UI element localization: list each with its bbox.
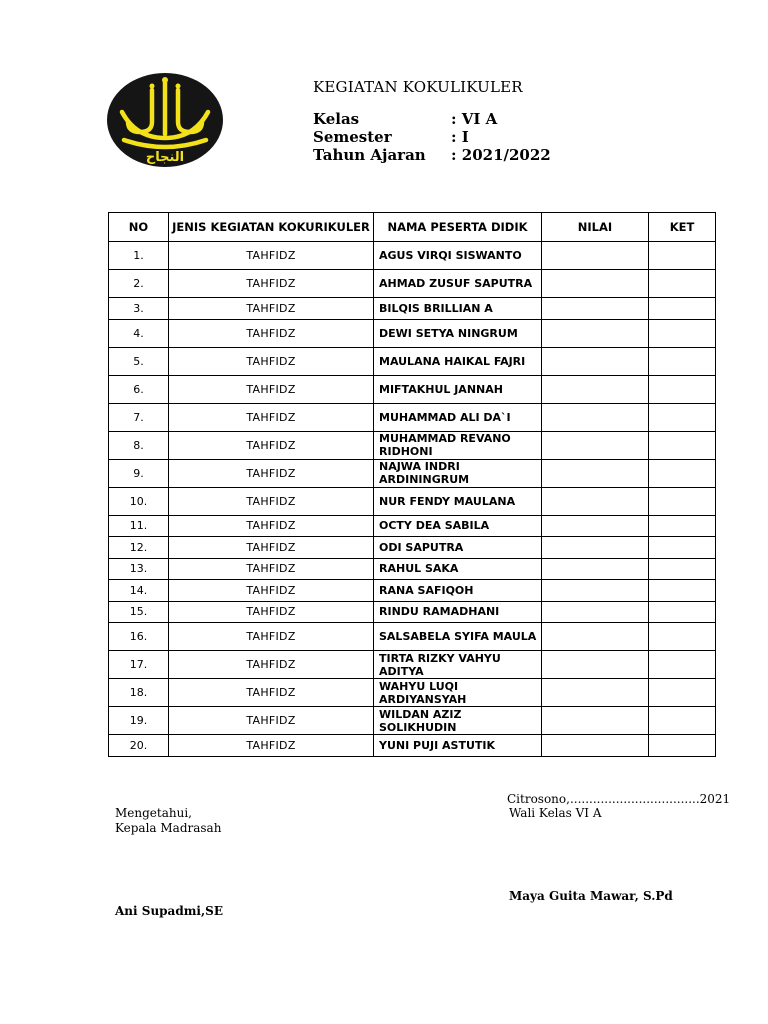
cell-jenis: TAHFIDZ [169,537,374,559]
wali-kelas-title: Wali Kelas VI A [509,806,602,820]
table-row [109,270,716,298]
cell-nama: WAHYU LUQI ARDIYANSYAH [374,679,542,707]
cell-no: 1. [109,242,169,270]
cell-ket [649,487,716,515]
cell-no: 2. [109,270,169,298]
cell-ket [649,298,716,320]
meta-label: Kelas [313,110,360,128]
cell-ket [649,601,716,623]
cell-no: 9. [109,459,169,487]
table-row [109,601,716,623]
cell-nama: NUR FENDY MAULANA [374,487,542,515]
cell-ket [649,431,716,459]
cell-nama: MIFTAKHUL JANNAH [374,375,542,403]
logo-text: النجاح [145,150,185,165]
cell-no: 12. [109,537,169,559]
cell-no: 20. [109,735,169,757]
table-row [109,242,716,270]
cell-jenis: TAHFIDZ [169,319,374,347]
cell-jenis: TAHFIDZ [169,580,374,602]
table-header-row [109,213,716,242]
cell-nilai [542,679,649,707]
cell-ket [649,459,716,487]
column-header-nilai: NILAI [542,213,649,242]
cell-no: 16. [109,623,169,651]
date-line: Citrosono,..................................2021 [507,792,731,806]
cell-jenis: TAHFIDZ [169,601,374,623]
table-row [109,298,716,320]
cell-nilai [542,270,649,298]
meta-row-tahun-ajaran [313,146,551,164]
cell-no: 7. [109,403,169,431]
table-row [109,375,716,403]
cell-ket [649,651,716,679]
kepala-madrasah-name: Ani Supadmi,SE [115,904,223,918]
column-header-nama: NAMA PESERTA DIDIK [374,213,542,242]
table-row [109,319,716,347]
cell-ket [649,375,716,403]
cell-nama: DEWI SETYA NINGRUM [374,319,542,347]
cell-nama: OCTY DEA SABILA [374,515,542,537]
cell-nilai [542,403,649,431]
table-row [109,651,716,679]
document-header [313,78,551,164]
table-row [109,515,716,537]
cell-nilai [542,651,649,679]
cell-nama: YUNI PUJI ASTUTIK [374,735,542,757]
cell-jenis: TAHFIDZ [169,375,374,403]
school-logo-icon [106,72,224,168]
cell-jenis: TAHFIDZ [169,515,374,537]
cell-ket [649,319,716,347]
table-row [109,735,716,757]
cell-nama: RAHUL SAKA [374,558,542,580]
document-title: KEGIATAN KOKULIKULER [313,78,523,96]
cell-nama: MAULANA HAIKAL FAJRI [374,347,542,375]
meta-label: Tahun Ajaran [313,146,426,164]
table-row [109,459,716,487]
cell-nilai [542,537,649,559]
cell-no: 18. [109,679,169,707]
cell-jenis: TAHFIDZ [169,651,374,679]
cell-nama: BILQIS BRILLIAN A [374,298,542,320]
table-row [109,537,716,559]
cell-nilai [542,623,649,651]
cell-nama: AGUS VIRQI SISWANTO [374,242,542,270]
cell-no: 8. [109,431,169,459]
wali-kelas-name: Maya Guita Mawar, S.Pd [509,889,673,903]
table-row [109,679,716,707]
cell-jenis: TAHFIDZ [169,431,374,459]
cell-jenis: TAHFIDZ [169,679,374,707]
cell-no: 19. [109,707,169,735]
meta-row-kelas [313,110,551,128]
table-body [109,242,716,757]
meta-value: : I [451,128,469,146]
meta-row-semester [313,128,551,146]
cell-nilai [542,515,649,537]
cell-jenis: TAHFIDZ [169,623,374,651]
cell-nilai [542,707,649,735]
cell-nama: RANA SAFIQOH [374,580,542,602]
cell-nilai [542,431,649,459]
cell-ket [649,403,716,431]
cell-nilai [542,735,649,757]
cell-jenis: TAHFIDZ [169,242,374,270]
cell-jenis: TAHFIDZ [169,707,374,735]
cell-nama: ODI SAPUTRA [374,537,542,559]
column-header-ket: KET [649,213,716,242]
table-row [109,347,716,375]
cell-nilai [542,347,649,375]
cell-jenis: TAHFIDZ [169,347,374,375]
cell-nilai [542,319,649,347]
table-row [109,487,716,515]
cell-no: 15. [109,601,169,623]
cell-ket [649,558,716,580]
cell-ket [649,623,716,651]
cell-nilai [542,601,649,623]
participants-table [108,212,716,757]
cell-no: 5. [109,347,169,375]
cell-no: 6. [109,375,169,403]
table-row [109,707,716,735]
cell-nama: RINDU RAMADHANI [374,601,542,623]
cell-nilai [542,558,649,580]
cell-nama: WILDAN AZIZ SOLIKHUDIN [374,707,542,735]
mengetahui-label: Mengetahui, [115,806,192,820]
cell-ket [649,735,716,757]
cell-nilai [542,375,649,403]
cell-no: 14. [109,580,169,602]
cell-ket [649,515,716,537]
meta-label: Semester [313,128,392,146]
table-row [109,558,716,580]
meta-value: : 2021/2022 [451,146,551,164]
table-row [109,580,716,602]
cell-jenis: TAHFIDZ [169,735,374,757]
cell-ket [649,537,716,559]
cell-jenis: TAHFIDZ [169,558,374,580]
cell-no: 13. [109,558,169,580]
table-row [109,431,716,459]
cell-ket [649,679,716,707]
column-header-jenis: JENIS KEGIATAN KOKURIKULER [169,213,374,242]
cell-jenis: TAHFIDZ [169,403,374,431]
cell-no: 10. [109,487,169,515]
cell-jenis: TAHFIDZ [169,459,374,487]
cell-ket [649,347,716,375]
cell-nama: NAJWA INDRI ARDININGRUM [374,459,542,487]
cell-no: 17. [109,651,169,679]
cell-no: 4. [109,319,169,347]
cell-nama: MUHAMMAD ALI DA`I [374,403,542,431]
cell-nilai [542,487,649,515]
cell-nama: MUHAMMAD REVANO RIDHONI [374,431,542,459]
cell-nilai [542,459,649,487]
cell-no: 11. [109,515,169,537]
table-row [109,403,716,431]
cell-nama: AHMAD ZUSUF SAPUTRA [374,270,542,298]
column-header-no: NO [109,213,169,242]
cell-jenis: TAHFIDZ [169,487,374,515]
cell-ket [649,242,716,270]
cell-jenis: TAHFIDZ [169,270,374,298]
cell-ket [649,580,716,602]
cell-no: 3. [109,298,169,320]
cell-nilai [542,242,649,270]
meta-value: : VI A [451,110,498,128]
cell-ket [649,270,716,298]
table-row [109,623,716,651]
cell-nama: TIRTA RIZKY VAHYU ADITYA [374,651,542,679]
kepala-madrasah-title: Kepala Madrasah [115,821,222,835]
cell-nilai [542,580,649,602]
cell-nilai [542,298,649,320]
cell-nama: SALSABELA SYIFA MAULA [374,623,542,651]
cell-ket [649,707,716,735]
cell-jenis: TAHFIDZ [169,298,374,320]
